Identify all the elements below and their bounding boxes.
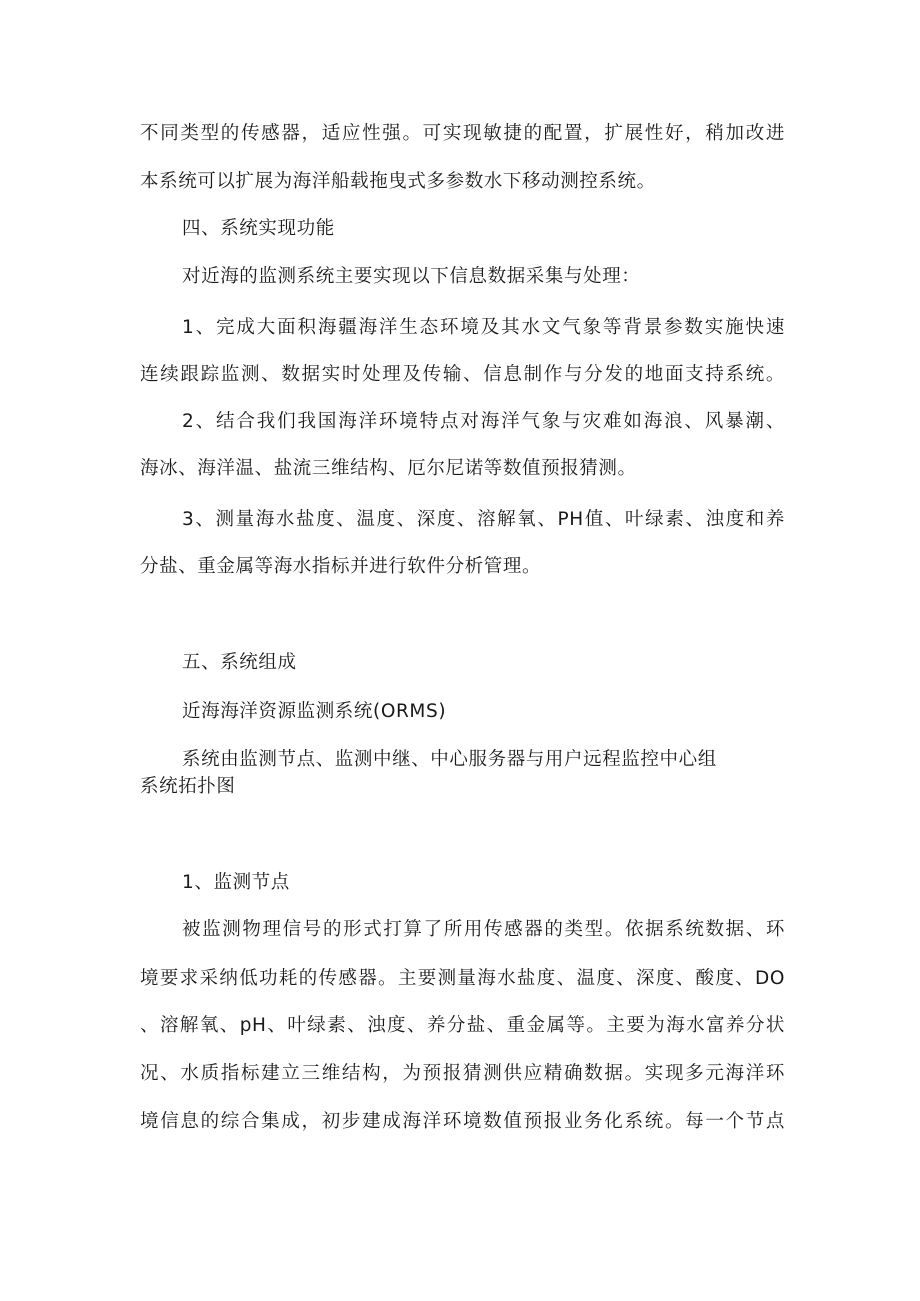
- figure-caption: 系统拓扑图: [140, 776, 236, 797]
- paragraph-line: 被监测物理信号的形式打算了所用传感器的类型。依据系统数据、环: [182, 919, 785, 940]
- paragraph-line: 系统由监测节点、监测中继、中心服务器与用户远程监控中心组: [182, 749, 717, 770]
- paragraph-line: 况、水质指标建立三维结构，为预报猜测供应精确数据。实现多元海洋环: [140, 1063, 785, 1084]
- subsection-heading: 1、监测节点: [182, 872, 290, 893]
- paragraph-line: 境信息的综合集成，初步建成海洋环境数值预报业务化系统。每一个节点: [140, 1111, 785, 1132]
- paragraph-line: 境要求采纳低功耗的传感器。主要测量海水盐度、温度、深度、酸度、DO: [140, 968, 785, 989]
- section-heading-5: 五、系统组成: [182, 652, 297, 673]
- list-item-3-line: 分盐、重金属等海水指标并进行软件分析管理。: [140, 556, 542, 577]
- paragraph-line: 、溶解氧、pH、叶绿素、浊度、养分盐、重金属等。主要为海水富养分状: [140, 1015, 785, 1036]
- list-item-3-line: 3、测量海水盐度、温度、深度、溶解氧、PH值、叶绿素、浊度和养: [182, 509, 785, 530]
- paragraph-line: 不同类型的传感器，适应性强。可实现敏捷的配置，扩展性好，稍加改进: [140, 123, 785, 144]
- paragraph-line: 近海海洋资源监测系统(ORMS): [182, 701, 447, 722]
- paragraph-line: 本系统可以扩展为海洋船载拖曳式多参数水下移动测控系统。: [140, 171, 656, 192]
- list-item-1-line: 连续跟踪监测、数据实时处理及传输、信息制作与分发的地面支持系统。: [140, 364, 785, 385]
- paragraph-line: 对近海的监测系统主要实现以下信息数据采集与处理：: [182, 266, 641, 287]
- list-item-2-line: 2、结合我们我国海洋环境特点对海洋气象与灾难如海浪、风暴潮、: [182, 411, 785, 432]
- section-heading-4: 四、系统实现功能: [182, 218, 335, 239]
- list-item-1-line: 1、完成大面积海疆海洋生态环境及其水文气象等背景参数实施快速: [182, 317, 785, 338]
- list-item-2-line: 海冰、海洋温、盐流三维结构、厄尔尼诺等数值预报猜测。: [140, 458, 637, 479]
